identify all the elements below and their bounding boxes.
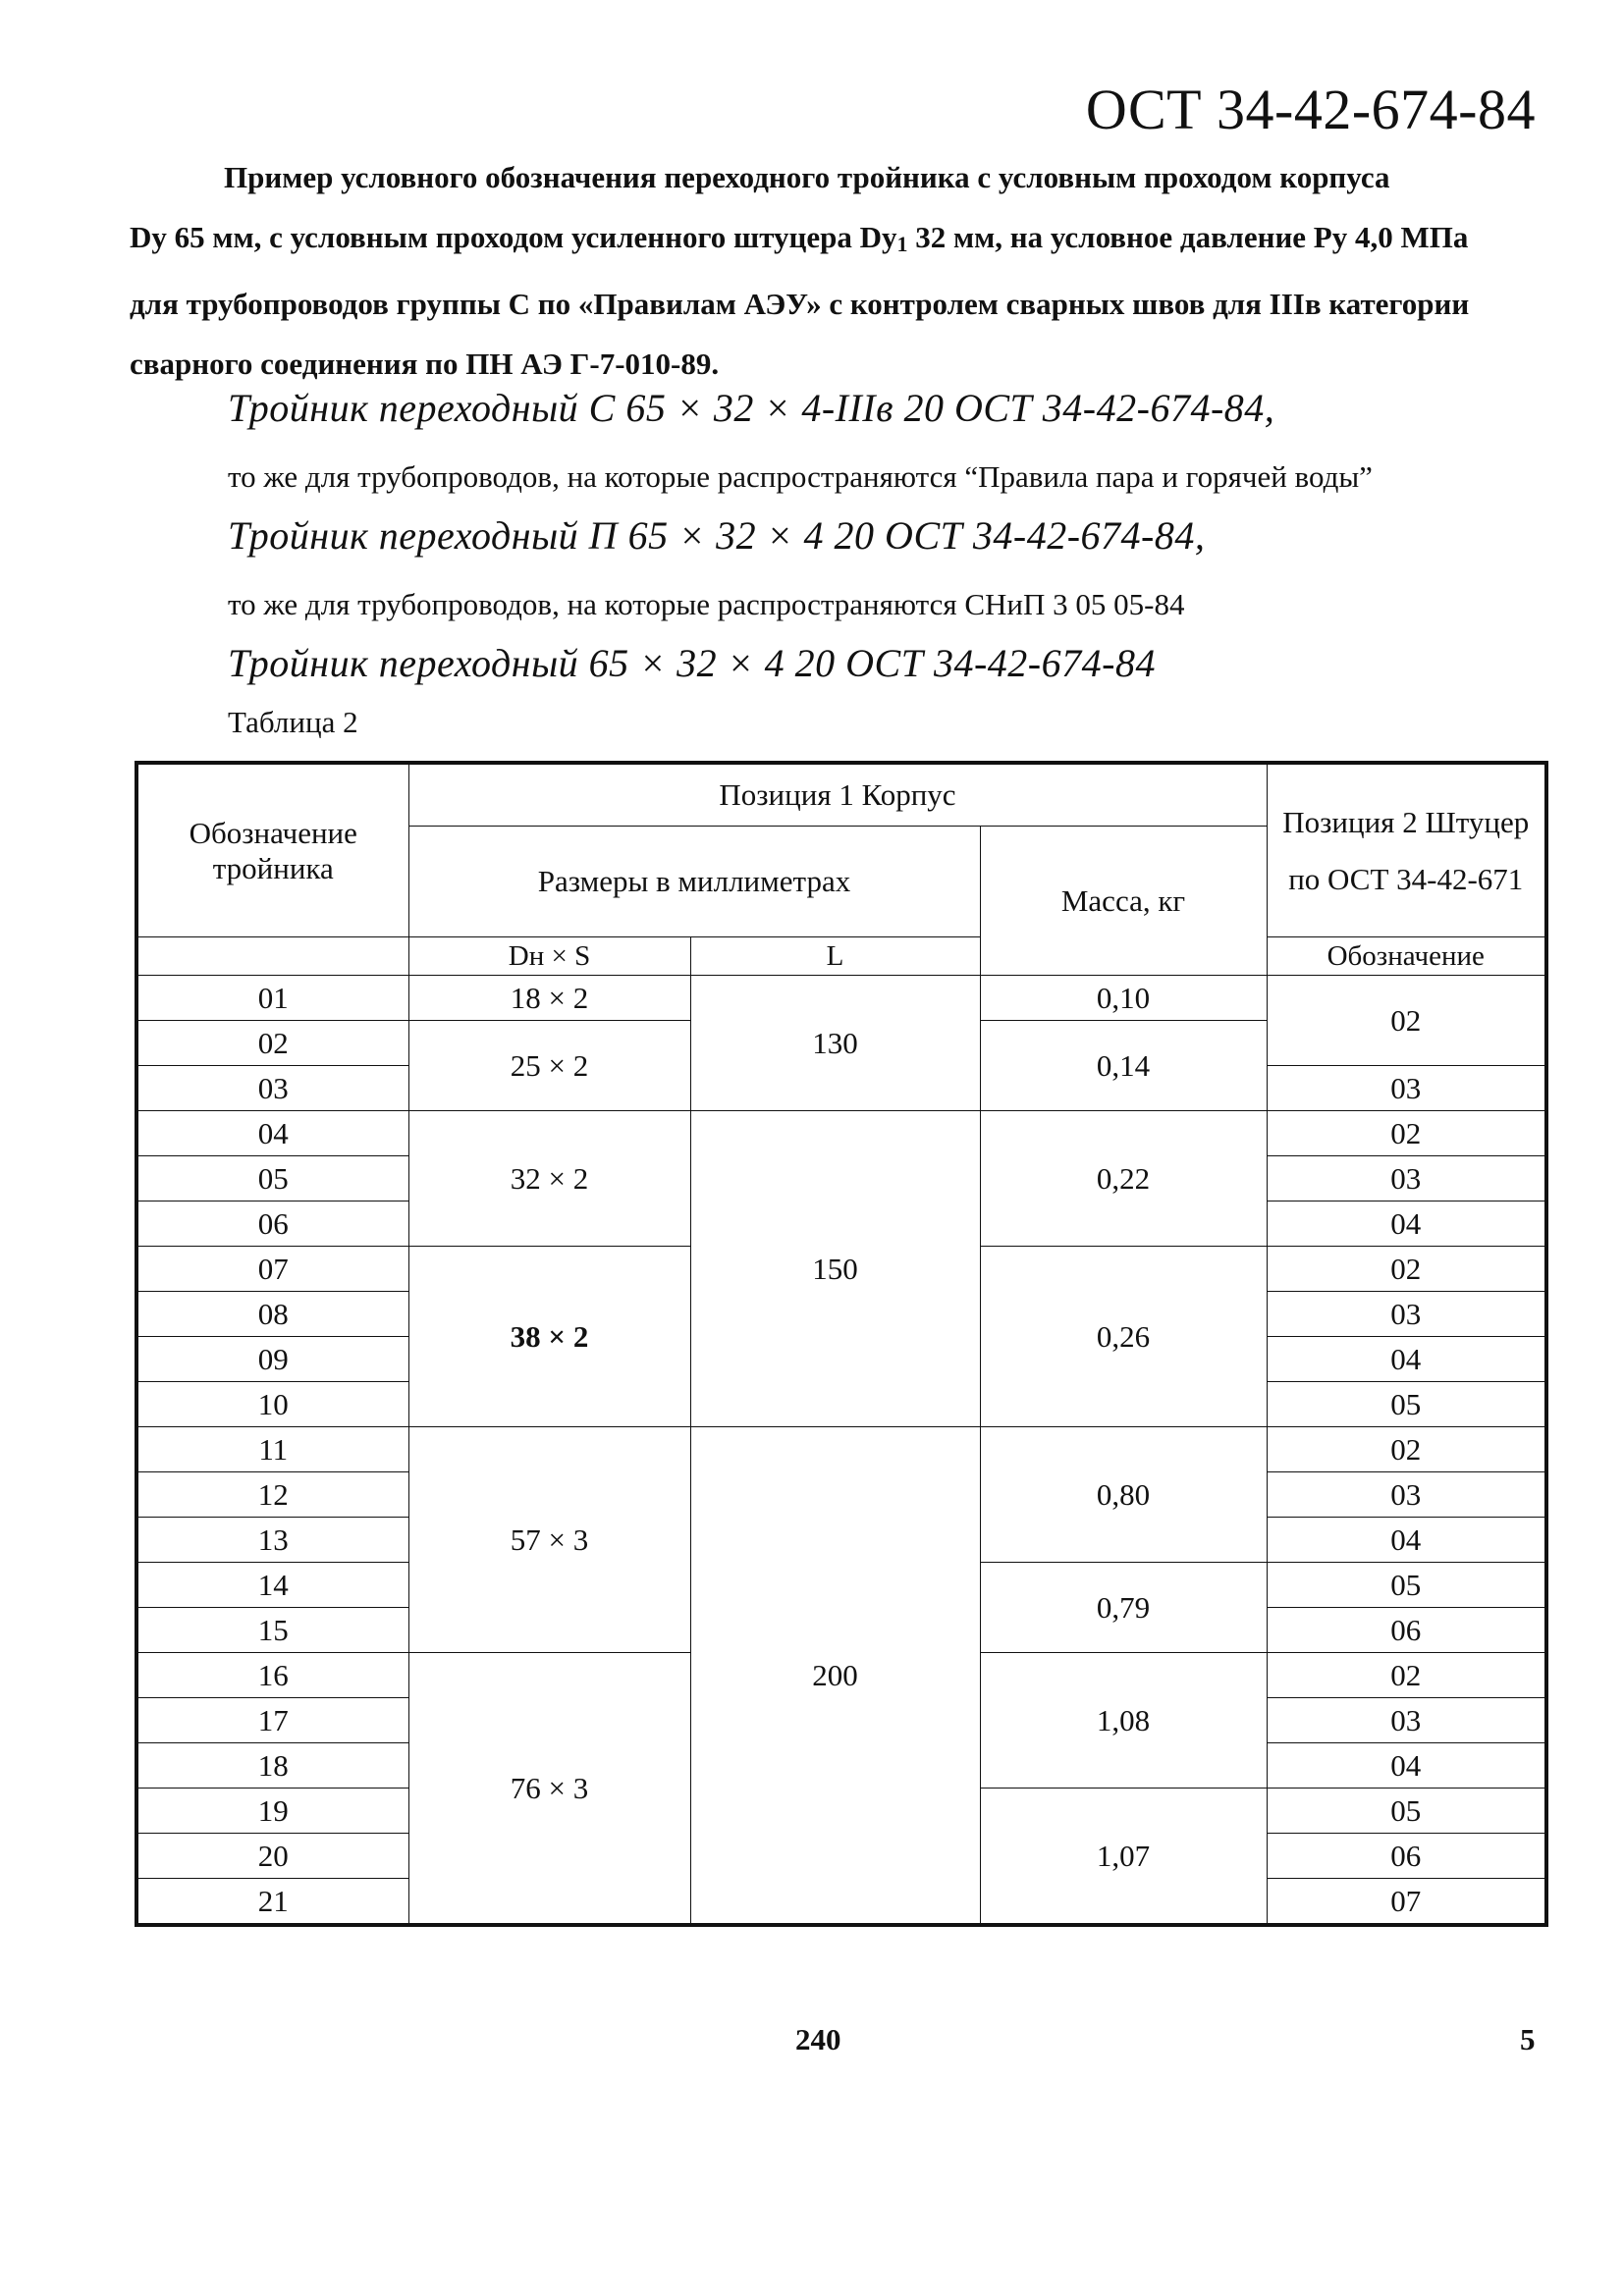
nozzle-cell: 03 (1267, 1698, 1546, 1743)
nozzle-cell: 03 (1267, 1292, 1546, 1337)
header-l: L (690, 937, 980, 976)
intro-line: для трубопроводов группы С по «Правилам АЭУ» с контролем сварных швов для IIIв категории (130, 287, 1470, 321)
nozzle-cell: 02 (1267, 1247, 1546, 1292)
nozzle-cell: 06 (1267, 1608, 1546, 1653)
table-row-code: 11 (136, 1427, 408, 1472)
intro-line: Пример условного обозначения переходного тройника с условным проходом корпуса (224, 160, 1390, 194)
dn-s-cell: 57 × 3 (408, 1427, 690, 1653)
designation-example: Тройник переходный П 65 × 32 × 4 20 ОСТ 34-42-674-84, (228, 513, 1206, 558)
dn-s-cell: 38 × 2 (408, 1247, 690, 1427)
mass-cell: 0,22 (980, 1111, 1267, 1247)
table-row-code: 06 (136, 1201, 408, 1247)
table-row-code: 18 (136, 1743, 408, 1789)
mass-cell: 0,80 (980, 1427, 1267, 1563)
nozzle-cell: 03 (1267, 1472, 1546, 1518)
header-position1: Позиция 1 Корпус (408, 763, 1267, 827)
intro-line: сварного соединения по ПН АЭ Г-7-010-89. (130, 347, 720, 381)
tee-dimensions-table (135, 761, 1548, 1927)
nozzle-cell: 03 (1267, 1066, 1546, 1111)
table-row-code: 05 (136, 1156, 408, 1201)
nozzle-cell: 05 (1267, 1382, 1546, 1427)
l-cell: 130 (690, 976, 980, 1111)
example-note: то же для трубопроводов, на которые распространяются “Правила пара и горячей воды” (228, 459, 1373, 494)
header-dn-s: Dн × S (408, 937, 690, 976)
table-row-code: 20 (136, 1834, 408, 1879)
header-mass: Масса, кг (980, 827, 1267, 976)
table-row-code: 02 (136, 1021, 408, 1066)
table-row-code: 03 (136, 1066, 408, 1111)
header-dimensions: Размеры в миллиметрах (408, 827, 980, 937)
l-cell: 200 (690, 1427, 980, 1926)
table-row-code: 12 (136, 1472, 408, 1518)
nozzle-cell: 05 (1267, 1789, 1546, 1834)
mass-cell: 1,07 (980, 1789, 1267, 1926)
table-row-code: 13 (136, 1518, 408, 1563)
l-cell: 150 (690, 1111, 980, 1427)
header-position2: Позиция 2 Штуцер по ОСТ 34-42-671 (1267, 763, 1546, 937)
dn-s-cell: 32 × 2 (408, 1111, 690, 1247)
nozzle-cell: 02 (1267, 1111, 1546, 1156)
mass-cell: 0,14 (980, 1021, 1267, 1111)
document-code: ОСТ 34-42-674-84 (1085, 78, 1536, 141)
example-note: то же для трубопроводов, на которые распространяются СНиП 3 05 05-84 (228, 587, 1185, 621)
page-number: 240 (795, 2022, 841, 2056)
table-row-code: 01 (136, 976, 408, 1021)
nozzle-cell: 04 (1267, 1518, 1546, 1563)
table-row-code: 09 (136, 1337, 408, 1382)
nozzle-cell: 04 (1267, 1337, 1546, 1382)
table-row-code: 08 (136, 1292, 408, 1337)
intro-line: Dy 65 мм, с условным проходом усиленного штуцера Dy1 32 мм, на условное давление Ру 4,0 МПа (130, 220, 1469, 256)
table-row-code: 10 (136, 1382, 408, 1427)
table-row-code: 17 (136, 1698, 408, 1743)
table-row-code: 16 (136, 1653, 408, 1698)
mass-cell: 1,08 (980, 1653, 1267, 1789)
nozzle-cell: 07 (1267, 1879, 1546, 1926)
designation-example: Тройник переходный С 65 × 32 × 4-IIIв 20 ОСТ 34-42-674-84, (228, 386, 1275, 430)
sheet-number: 5 (1520, 2022, 1536, 2056)
designation-example: Тройник переходный 65 × 32 × 4 20 ОСТ 34-42-674-84 (228, 641, 1156, 685)
header-designation: Обозначение тройника (136, 763, 408, 937)
mass-cell: 0,79 (980, 1563, 1267, 1653)
table-row-code: 21 (136, 1879, 408, 1926)
nozzle-cell: 02 (1267, 1427, 1546, 1472)
table-row-code: 19 (136, 1789, 408, 1834)
table-row-code: 04 (136, 1111, 408, 1156)
nozzle-cell: 04 (1267, 1743, 1546, 1789)
table-row-code: 07 (136, 1247, 408, 1292)
intro-paragraph (130, 147, 1536, 394)
nozzle-cell: 04 (1267, 1201, 1546, 1247)
mass-cell: 0,10 (980, 976, 1267, 1021)
nozzle-cell: 02 (1267, 976, 1546, 1066)
header-designation-blank (136, 937, 408, 976)
dn-s-cell: 76 × 3 (408, 1653, 690, 1926)
table-row-code: 15 (136, 1608, 408, 1653)
nozzle-cell: 03 (1267, 1156, 1546, 1201)
table-row-code: 14 (136, 1563, 408, 1608)
nozzle-cell: 05 (1267, 1563, 1546, 1608)
mass-cell: 0,26 (980, 1247, 1267, 1427)
dn-s-cell: 18 × 2 (408, 976, 690, 1021)
nozzle-cell: 02 (1267, 1653, 1546, 1698)
header-nozzle-designation: Обозначение (1267, 937, 1546, 976)
nozzle-cell: 06 (1267, 1834, 1546, 1879)
dn-s-cell: 25 × 2 (408, 1021, 690, 1111)
table-caption: Таблица 2 (228, 705, 358, 739)
